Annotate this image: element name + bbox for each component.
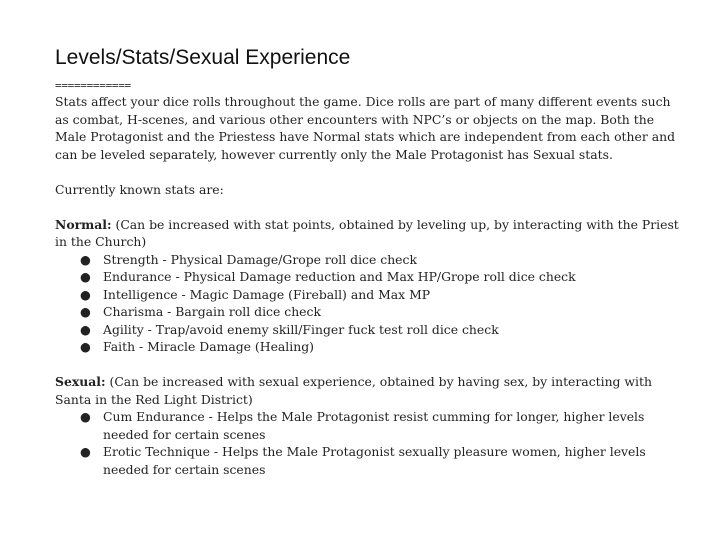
blank-line <box>55 198 685 216</box>
list-item <box>55 251 685 269</box>
bullet-icon: ● <box>80 321 91 337</box>
list-item <box>55 286 685 304</box>
normal-stats-list <box>55 251 685 356</box>
known-stats-paragraph: Currently known stats are: <box>55 181 224 197</box>
bullet-icon: ● <box>80 444 91 459</box>
list-item <box>55 338 685 356</box>
normal-label: Normal: <box>55 216 112 232</box>
normal-stats-heading <box>55 216 685 251</box>
divider-line: ============ <box>55 79 131 92</box>
list-item-text: Intelligence - Magic Damage (Fireball) and Max MP <box>103 286 431 302</box>
bullet-icon: ● <box>80 286 91 302</box>
bullet-icon: ● <box>80 409 91 424</box>
document-body <box>55 93 685 478</box>
list-item-text: Agility - Trap/avoid enemy skill/Finger fuck test roll dice check <box>103 321 499 337</box>
sexual-label: Sexual: <box>55 374 106 389</box>
list-item-text: Charisma - Bargain roll dice check <box>103 304 321 319</box>
list-item <box>55 321 685 339</box>
intro-paragraph: Stats affect your dice rolls throughout the game. Dice rolls are part of many different events such as combat, H-scenes, and various other encounters with NPC’s or objects on the map. Both the Male Protagonist and the Priestess have Normal stats which are independent from each other and can be leveled separately, however currently only the Male Protagonist has Sexual stats. <box>55 94 676 162</box>
list-item <box>55 443 685 478</box>
list-item-text: Strength - Physical Damage/Grope roll dice check <box>103 251 417 267</box>
list-item-text: Erotic Technique - Helps the Male Protagonist sexually pleasure women, higher levels needed for certain scenes <box>103 444 646 477</box>
bullet-icon: ● <box>80 304 91 319</box>
bullet-icon: ● <box>80 339 91 354</box>
list-item <box>55 408 685 443</box>
list-item <box>55 303 685 321</box>
list-item-text: Cum Endurance - Helps the Male Protagonist resist cumming for longer, higher levels needed for certain scenes <box>103 409 645 442</box>
blank-line <box>55 356 685 374</box>
bullet-icon: ● <box>80 251 91 267</box>
page-title: Levels/Stats/Sexual Experience <box>55 46 351 69</box>
list-item <box>55 268 685 286</box>
list-item-text: Faith - Miracle Damage (Healing) <box>103 339 314 354</box>
document-page <box>55 44 685 478</box>
bullet-icon: ● <box>80 269 91 284</box>
blank-line <box>55 163 685 181</box>
sexual-stats-heading <box>55 373 685 408</box>
sexual-description: (Can be increased with sexual experience, obtained by having sex, by interacting with Santa in the Red Light District) <box>55 374 652 407</box>
sexual-stats-list <box>55 408 685 478</box>
normal-description: (Can be increased with stat points, obtained by leveling up, by interacting with the Priest in the Church) <box>55 216 679 249</box>
list-item-text: Endurance - Physical Damage reduction and Max HP/Grope roll dice check <box>103 269 576 284</box>
